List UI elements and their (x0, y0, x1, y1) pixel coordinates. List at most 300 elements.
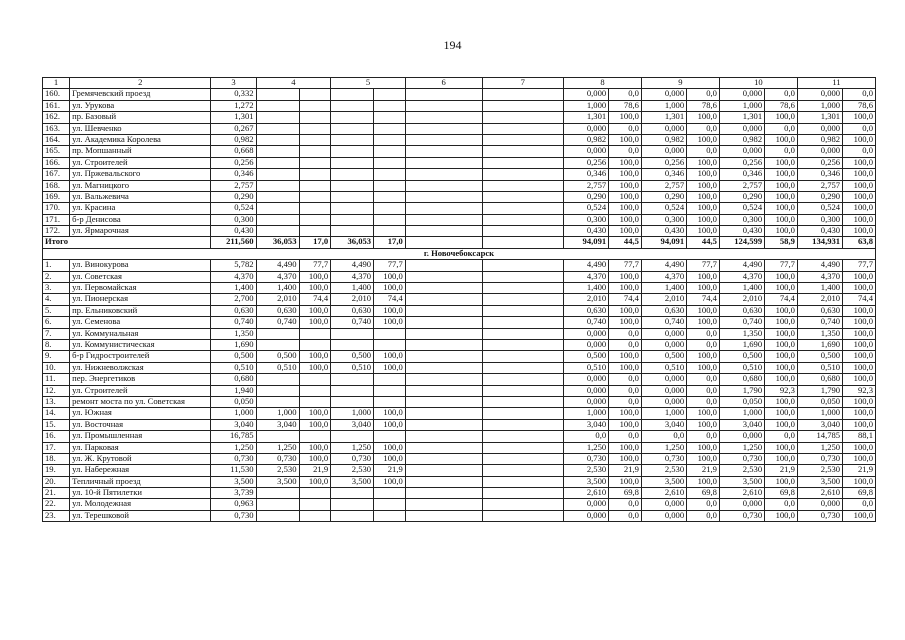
value-cell: 100,0 (609, 283, 642, 294)
value-cell (482, 203, 563, 214)
value-cell: 77,7 (765, 260, 798, 271)
total-value-cell (482, 237, 563, 248)
row-number-cell: 170. (43, 203, 70, 214)
value-cell: 4,370 (797, 271, 842, 282)
row-number-cell: 164. (43, 134, 70, 145)
value-cell (482, 431, 563, 442)
value-cell: 100,0 (843, 157, 876, 168)
value-cell: 0,332 (211, 89, 256, 100)
table-row (43, 271, 876, 282)
value-cell: 0,0 (765, 123, 798, 134)
street-name-cell: ул. Нижневолжская (70, 362, 211, 373)
value-cell: 3,500 (719, 476, 764, 487)
value-cell: 100,0 (374, 305, 406, 316)
header-cell: 7 (482, 78, 563, 89)
value-cell (256, 89, 299, 100)
value-cell: 1,250 (563, 442, 608, 453)
value-cell: 1,250 (719, 442, 764, 453)
value-cell: 0,000 (563, 396, 608, 407)
value-cell: 0,0 (609, 123, 642, 134)
value-cell: 100,0 (609, 419, 642, 430)
value-cell (405, 465, 482, 476)
street-name-cell: ул. Парковая (70, 442, 211, 453)
value-cell (482, 488, 563, 499)
value-cell: 0,668 (211, 146, 256, 157)
value-cell: 74,4 (299, 294, 331, 305)
value-cell: 1,350 (797, 328, 842, 339)
value-cell: 1,000 (641, 100, 686, 111)
value-cell: 100,0 (609, 408, 642, 419)
value-cell: 1,250 (211, 442, 256, 453)
value-cell: 0,290 (641, 191, 686, 202)
value-cell: 0,500 (211, 351, 256, 362)
value-cell (405, 305, 482, 316)
value-cell: 100,0 (687, 419, 720, 430)
value-cell (331, 203, 374, 214)
value-cell: 0,290 (797, 191, 842, 202)
total-value-cell: 36,053 (331, 237, 374, 248)
value-cell: 100,0 (687, 112, 720, 123)
value-cell (374, 499, 406, 510)
row-number-cell: 17. (43, 442, 70, 453)
value-cell: 100,0 (609, 476, 642, 487)
value-cell: 2,010 (797, 294, 842, 305)
value-cell: 100,0 (687, 271, 720, 282)
value-cell (482, 362, 563, 373)
value-cell: 77,7 (843, 260, 876, 271)
value-cell: 100,0 (299, 305, 331, 316)
value-cell: 0,0 (765, 146, 798, 157)
value-cell (482, 180, 563, 191)
value-cell: 21,9 (765, 465, 798, 476)
row-number-cell: 172. (43, 226, 70, 237)
value-cell: 100,0 (843, 408, 876, 419)
value-cell: 0,0 (687, 396, 720, 407)
value-cell (256, 510, 299, 521)
value-cell: 100,0 (687, 408, 720, 419)
row-number-cell: 169. (43, 191, 70, 202)
value-cell (405, 226, 482, 237)
value-cell: 2,530 (641, 465, 686, 476)
value-cell: 100,0 (843, 180, 876, 191)
value-cell: 4,370 (563, 271, 608, 282)
value-cell (299, 191, 331, 202)
value-cell: 0,0 (765, 89, 798, 100)
value-cell (374, 339, 406, 350)
street-name-cell: пр. Ельниковский (70, 305, 211, 316)
road-table (42, 77, 876, 522)
value-cell (374, 180, 406, 191)
value-cell: 4,490 (797, 260, 842, 271)
table-row (43, 385, 876, 396)
value-cell: 2,610 (719, 488, 764, 499)
value-cell: 1,000 (563, 408, 608, 419)
value-cell (482, 157, 563, 168)
value-cell: 2,757 (641, 180, 686, 191)
value-cell (331, 499, 374, 510)
value-cell (405, 191, 482, 202)
table-row (43, 317, 876, 328)
value-cell: 0,730 (719, 510, 764, 521)
value-cell (405, 283, 482, 294)
value-cell (256, 134, 299, 145)
value-cell: 0,982 (563, 134, 608, 145)
table-row (43, 191, 876, 202)
value-cell: 100,0 (687, 169, 720, 180)
value-cell (374, 169, 406, 180)
value-cell: 0,740 (256, 317, 299, 328)
value-cell: 0,346 (641, 169, 686, 180)
street-name-cell: ул. Южная (70, 408, 211, 419)
value-cell: 0,0 (563, 431, 608, 442)
value-cell (405, 271, 482, 282)
value-cell: 1,301 (641, 112, 686, 123)
value-cell: 0,630 (641, 305, 686, 316)
value-cell: 100,0 (374, 317, 406, 328)
value-cell: 0,346 (719, 169, 764, 180)
value-cell: 0,0 (687, 146, 720, 157)
value-cell: 2,010 (563, 294, 608, 305)
value-cell: 2,010 (256, 294, 299, 305)
value-cell: 100,0 (609, 214, 642, 225)
value-cell: 100,0 (765, 374, 798, 385)
value-cell: 100,0 (765, 214, 798, 225)
value-cell: 3,040 (719, 419, 764, 430)
value-cell: 21,9 (843, 465, 876, 476)
value-cell: 100,0 (299, 317, 331, 328)
value-cell: 0,0 (765, 431, 798, 442)
value-cell (299, 157, 331, 168)
value-cell: 0,0 (687, 499, 720, 510)
value-cell: 100,0 (299, 351, 331, 362)
value-cell: 100,0 (843, 328, 876, 339)
value-cell: 0,000 (797, 499, 842, 510)
value-cell (482, 123, 563, 134)
table-row (43, 374, 876, 385)
value-cell (405, 328, 482, 339)
value-cell: 0,000 (641, 510, 686, 521)
value-cell: 1,000 (797, 100, 842, 111)
value-cell: 74,4 (374, 294, 406, 305)
value-cell (256, 385, 299, 396)
value-cell (482, 374, 563, 385)
row-number-cell: 12. (43, 385, 70, 396)
value-cell: 0,000 (563, 328, 608, 339)
value-cell: 3,040 (563, 419, 608, 430)
value-cell (374, 191, 406, 202)
value-cell (299, 396, 331, 407)
value-cell: 0,290 (211, 191, 256, 202)
row-number-cell: 20. (43, 476, 70, 487)
value-cell: 0,630 (256, 305, 299, 316)
value-cell: 1,400 (719, 283, 764, 294)
table-row (43, 89, 876, 100)
value-cell (331, 339, 374, 350)
value-cell: 100,0 (843, 362, 876, 373)
table-row (43, 305, 876, 316)
table-row (43, 465, 876, 476)
value-cell: 1,400 (331, 283, 374, 294)
value-cell (299, 385, 331, 396)
value-cell: 1,301 (211, 112, 256, 123)
value-cell (482, 465, 563, 476)
value-cell (374, 510, 406, 521)
table-row (43, 396, 876, 407)
row-number-cell: 10. (43, 362, 70, 373)
street-name-cell: ул. Набережная (70, 465, 211, 476)
value-cell: 69,8 (687, 488, 720, 499)
table-row (43, 180, 876, 191)
total-value-cell: 36,053 (256, 237, 299, 248)
header-cell: 4 (256, 78, 331, 89)
value-cell: 100,0 (609, 134, 642, 145)
street-name-cell: ул. Коммунальная (70, 328, 211, 339)
street-name-cell: ул. Урукова (70, 100, 211, 111)
value-cell: 0,000 (641, 123, 686, 134)
header-cell: 9 (641, 78, 719, 89)
value-cell (374, 100, 406, 111)
value-cell: 100,0 (609, 271, 642, 282)
value-cell: 100,0 (687, 305, 720, 316)
row-number-cell: 163. (43, 123, 70, 134)
table-row (43, 408, 876, 419)
value-cell (482, 476, 563, 487)
value-cell: 0,000 (563, 123, 608, 134)
table-row (43, 294, 876, 305)
value-cell: 100,0 (765, 134, 798, 145)
value-cell: 0,730 (256, 453, 299, 464)
value-cell: 4,370 (719, 271, 764, 282)
value-cell: 21,9 (609, 465, 642, 476)
value-cell: 0,290 (563, 191, 608, 202)
value-cell: 100,0 (843, 134, 876, 145)
total-value-cell: 134,931 (797, 237, 842, 248)
value-cell: 1,400 (211, 283, 256, 294)
value-cell: 2,010 (719, 294, 764, 305)
value-cell: 100,0 (843, 453, 876, 464)
value-cell: 1,940 (211, 385, 256, 396)
value-cell: 100,0 (687, 283, 720, 294)
header-cell: 1 (43, 78, 70, 89)
value-cell: 77,7 (374, 260, 406, 271)
value-cell: 100,0 (374, 283, 406, 294)
value-cell: 69,8 (609, 488, 642, 499)
value-cell: 0,0 (687, 431, 720, 442)
row-number-cell: 16. (43, 431, 70, 442)
row-number-cell: 8. (43, 339, 70, 350)
value-cell: 1,000 (563, 100, 608, 111)
value-cell: 77,7 (687, 260, 720, 271)
table-row (43, 339, 876, 350)
value-cell: 2,757 (211, 180, 256, 191)
value-cell: 2,610 (563, 488, 608, 499)
table-row (43, 146, 876, 157)
value-cell (256, 328, 299, 339)
row-number-cell: 11. (43, 374, 70, 385)
value-cell: 1,790 (719, 385, 764, 396)
street-name-cell: ул. Академика Королева (70, 134, 211, 145)
value-cell: 100,0 (687, 203, 720, 214)
value-cell: 21,9 (299, 465, 331, 476)
value-cell (405, 442, 482, 453)
street-name-cell: б-р Денисова (70, 214, 211, 225)
street-name-cell: ул. 10-й Пятилетки (70, 488, 211, 499)
value-cell (299, 146, 331, 157)
value-cell: 100,0 (299, 476, 331, 487)
value-cell: 100,0 (765, 351, 798, 362)
street-name-cell: ул. Винокурова (70, 260, 211, 271)
row-number-cell: 14. (43, 408, 70, 419)
table-row (43, 419, 876, 430)
value-cell: 0,0 (687, 123, 720, 134)
value-cell (299, 180, 331, 191)
value-cell: 0,0 (765, 499, 798, 510)
row-number-cell: 23. (43, 510, 70, 521)
value-cell: 0,510 (797, 362, 842, 373)
value-cell: 1,000 (797, 408, 842, 419)
value-cell (299, 100, 331, 111)
value-cell (256, 157, 299, 168)
total-value-cell: 211,560 (211, 237, 256, 248)
value-cell (331, 100, 374, 111)
value-cell (299, 431, 331, 442)
value-cell (331, 146, 374, 157)
row-number-cell: 6. (43, 317, 70, 328)
value-cell (405, 146, 482, 157)
value-cell: 0,510 (256, 362, 299, 373)
value-cell (482, 442, 563, 453)
value-cell: 0,0 (609, 385, 642, 396)
value-cell (482, 328, 563, 339)
table-row (43, 123, 876, 134)
value-cell: 2,530 (563, 465, 608, 476)
street-name-cell: ремонт моста по ул. Советская (70, 396, 211, 407)
table-row (43, 112, 876, 123)
value-cell (331, 328, 374, 339)
value-cell (482, 453, 563, 464)
value-cell: 77,7 (609, 260, 642, 271)
value-cell: 100,0 (765, 305, 798, 316)
value-cell: 0,430 (641, 226, 686, 237)
header-row (43, 78, 876, 89)
value-cell: 92,3 (765, 385, 798, 396)
value-cell: 100,0 (843, 442, 876, 453)
value-cell: 1,350 (211, 328, 256, 339)
value-cell (331, 89, 374, 100)
value-cell: 1,400 (797, 283, 842, 294)
value-cell (405, 385, 482, 396)
value-cell: 100,0 (687, 214, 720, 225)
value-cell: 1,690 (719, 339, 764, 350)
value-cell (482, 408, 563, 419)
value-cell: 2,757 (797, 180, 842, 191)
value-cell: 1,301 (797, 112, 842, 123)
value-cell: 0,000 (641, 499, 686, 510)
value-cell (374, 134, 406, 145)
value-cell (331, 180, 374, 191)
total-value-cell: 124,599 (719, 237, 764, 248)
value-cell (331, 112, 374, 123)
value-cell (299, 203, 331, 214)
value-cell (482, 214, 563, 225)
table-row (43, 203, 876, 214)
value-cell: 4,370 (256, 271, 299, 282)
value-cell (256, 374, 299, 385)
total-value-cell: 58,9 (765, 237, 798, 248)
value-cell: 0,630 (719, 305, 764, 316)
value-cell (482, 510, 563, 521)
value-cell: 0,300 (719, 214, 764, 225)
value-cell: 100,0 (374, 453, 406, 464)
value-cell (256, 146, 299, 157)
value-cell: 0,000 (641, 146, 686, 157)
value-cell (256, 214, 299, 225)
value-cell: 3,500 (331, 476, 374, 487)
value-cell: 100,0 (687, 362, 720, 373)
value-cell: 0,500 (256, 351, 299, 362)
row-number-cell: 18. (43, 453, 70, 464)
value-cell (331, 123, 374, 134)
value-cell: 0,430 (211, 226, 256, 237)
value-cell: 100,0 (765, 203, 798, 214)
value-cell: 0,000 (641, 328, 686, 339)
value-cell: 100,0 (609, 180, 642, 191)
value-cell (256, 191, 299, 202)
value-cell (374, 488, 406, 499)
value-cell: 100,0 (687, 453, 720, 464)
value-cell: 92,3 (843, 385, 876, 396)
row-number-cell: 171. (43, 214, 70, 225)
value-cell: 0,680 (719, 374, 764, 385)
value-cell: 3,500 (256, 476, 299, 487)
value-cell (256, 203, 299, 214)
value-cell (405, 431, 482, 442)
value-cell: 21,9 (374, 465, 406, 476)
value-cell: 3,500 (563, 476, 608, 487)
value-cell (374, 396, 406, 407)
value-cell (299, 339, 331, 350)
value-cell (299, 226, 331, 237)
total-value-cell: 94,091 (641, 237, 686, 248)
value-cell (374, 431, 406, 442)
value-cell: 0,740 (719, 317, 764, 328)
value-cell: 0,0 (843, 123, 876, 134)
value-cell: 3,040 (641, 419, 686, 430)
value-cell: 74,4 (609, 294, 642, 305)
value-cell: 0,0 (609, 328, 642, 339)
value-cell: 100,0 (843, 374, 876, 385)
value-cell: 100,0 (374, 442, 406, 453)
value-cell (482, 100, 563, 111)
value-cell (374, 385, 406, 396)
row-number-cell: 166. (43, 157, 70, 168)
total-value-cell: 63,8 (843, 237, 876, 248)
table-body (43, 78, 876, 522)
value-cell: 2,610 (641, 488, 686, 499)
value-cell (482, 226, 563, 237)
value-cell (256, 123, 299, 134)
value-cell: 0,740 (211, 317, 256, 328)
value-cell (331, 396, 374, 407)
header-cell: 5 (331, 78, 406, 89)
value-cell (256, 488, 299, 499)
value-cell: 100,0 (843, 476, 876, 487)
value-cell (405, 374, 482, 385)
street-name-cell: пр. Мопшанный (70, 146, 211, 157)
value-cell: 0,000 (797, 123, 842, 134)
table-row (43, 476, 876, 487)
value-cell (405, 419, 482, 430)
